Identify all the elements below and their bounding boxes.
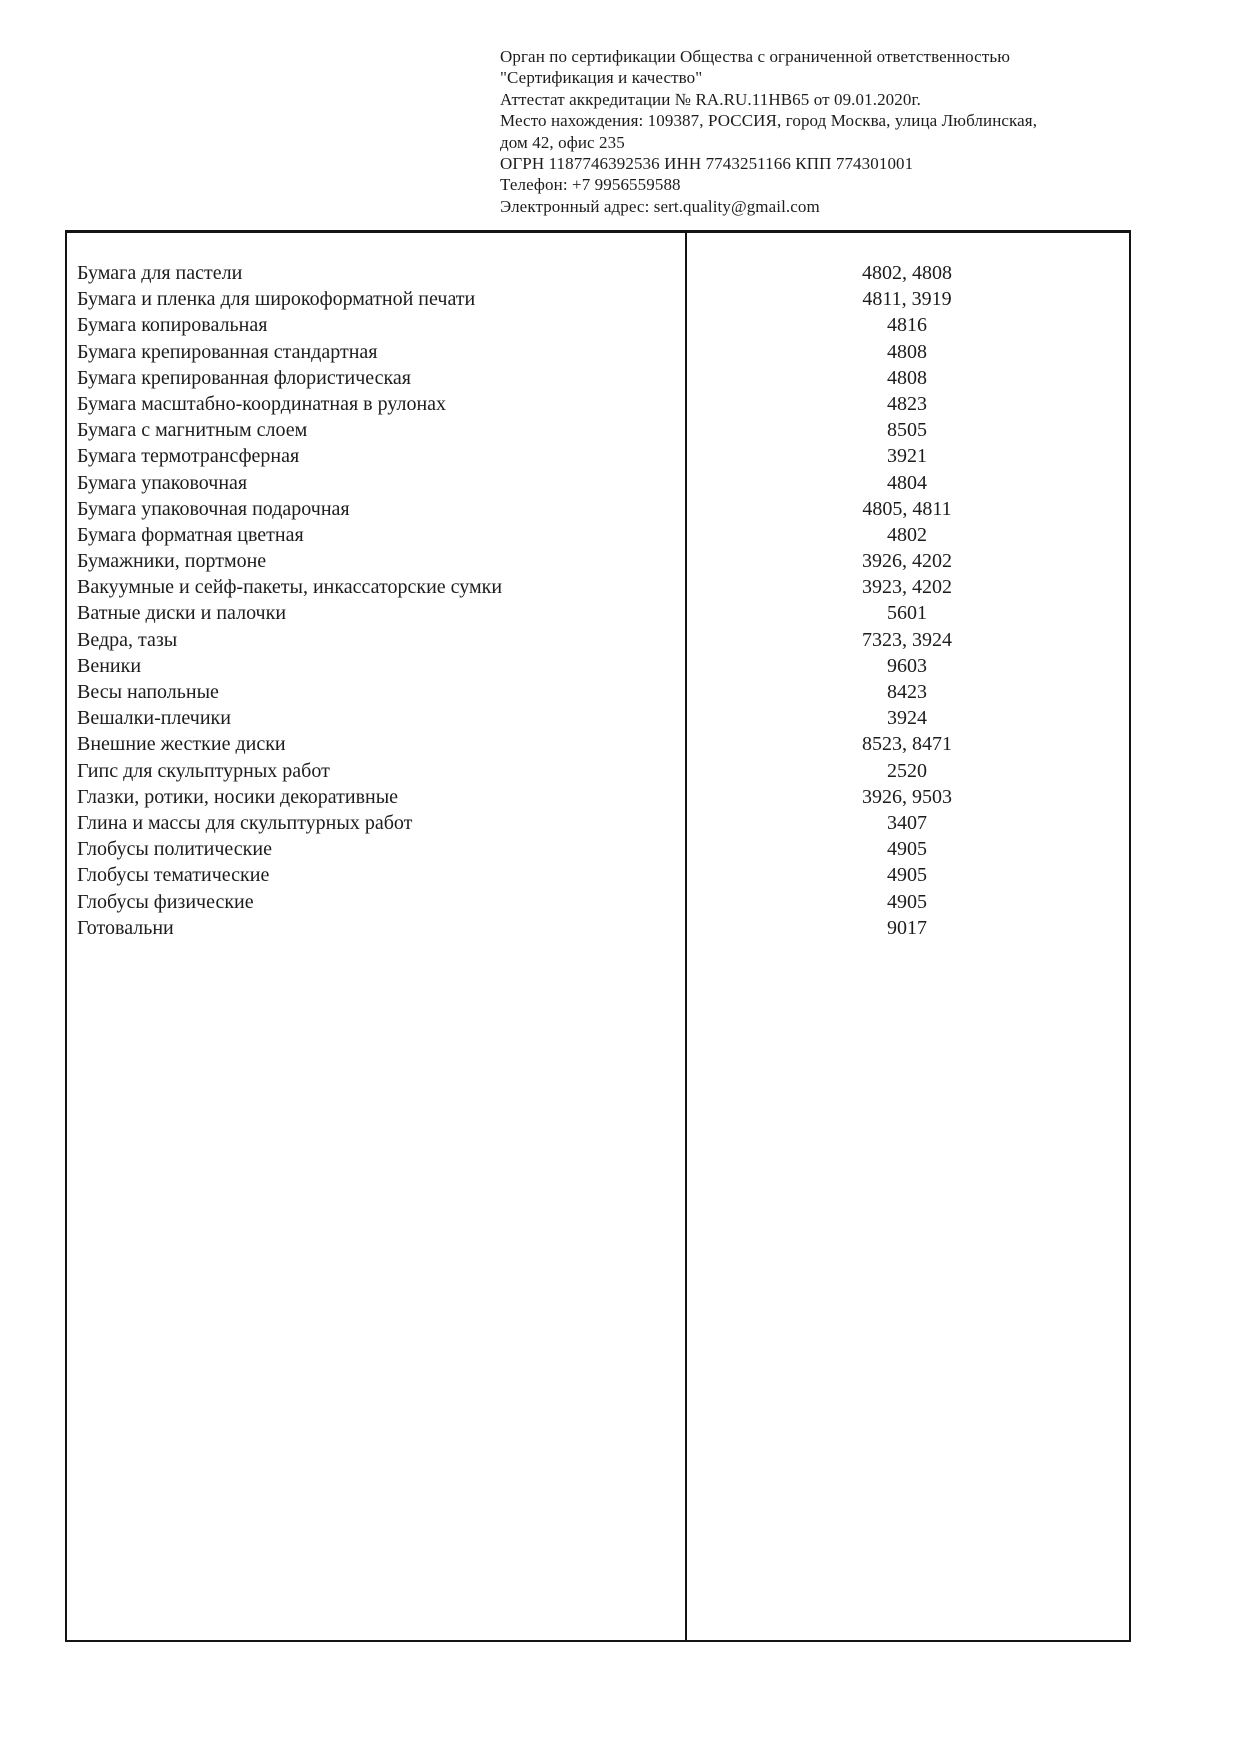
- product-name-cell: Бумага упаковочная подарочная: [77, 497, 350, 520]
- product-codes-cell: 8523, 8471: [862, 733, 952, 756]
- table-row: [67, 653, 1129, 679]
- letterhead-line: Орган по сертификации Общества с ограниченной ответственностью: [500, 47, 1011, 66]
- product-name-cell: Глобусы политические: [77, 838, 272, 861]
- product-codes-cell: 4802, 4808: [862, 262, 952, 284]
- table-row: [67, 836, 1129, 862]
- product-codes-cell: 4808: [887, 340, 927, 363]
- product-codes-cell: 9017: [887, 916, 927, 939]
- product-name-cell: Бумага форматная цветная: [77, 523, 304, 546]
- table-row: [67, 391, 1129, 417]
- product-name-cell: Бумага упаковочная: [77, 471, 248, 494]
- product-codes-cell: 4805, 4811: [862, 497, 952, 520]
- product-name-cell: Внешние жесткие диски: [77, 733, 286, 756]
- letterhead-line: "Сертификация и качество": [500, 68, 703, 88]
- product-codes-cell: 3921: [887, 445, 927, 468]
- table-row: [67, 470, 1129, 496]
- product-codes-cell: 4905: [887, 864, 927, 887]
- table-row: [67, 600, 1129, 626]
- letterhead-line: Электронный адрес: sert.quality@gmail.com: [500, 196, 820, 216]
- table-row: [67, 915, 1129, 941]
- product-name-cell: Глина и массы для скульптурных работ: [77, 811, 413, 834]
- product-codes-cell: 4905: [887, 890, 927, 913]
- product-codes-cell: 4804: [887, 471, 927, 494]
- table-row: [67, 784, 1129, 810]
- table-row: [67, 312, 1129, 338]
- product-name-cell: Вешалки-плечики: [77, 707, 231, 730]
- product-name-cell: Вакуумные и сейф-пакеты, инкассаторские сумки: [77, 576, 503, 599]
- table-row: [67, 574, 1129, 600]
- product-name-cell: Гипс для скульптурных работ: [77, 759, 330, 782]
- product-name-cell: Бумага термотрансферная: [77, 445, 300, 468]
- product-name-cell: Готовальни: [77, 916, 174, 939]
- product-codes-cell: 4816: [887, 314, 927, 337]
- product-name-cell: Бумага и пленка для широкоформатной печати: [77, 288, 476, 311]
- letterhead-line: дом 42, офис 235: [500, 132, 625, 152]
- product-codes-cell: 4823: [887, 392, 927, 415]
- product-codes-table: [65, 230, 1131, 1642]
- table-row: [67, 522, 1129, 548]
- product-codes-cell: 3926, 9503: [862, 785, 952, 808]
- product-codes-cell: 4808: [887, 366, 927, 389]
- table-row: [67, 417, 1129, 443]
- product-codes-cell: 8423: [887, 681, 927, 703]
- product-codes-cell: 8505: [887, 419, 927, 442]
- table-row: [67, 758, 1129, 784]
- product-name-cell: Глобусы физические: [77, 890, 254, 913]
- table-row: [67, 260, 1129, 286]
- table-row: [67, 443, 1129, 469]
- product-codes-cell: 4905: [887, 838, 927, 861]
- table-row: [67, 286, 1129, 312]
- product-name-cell: Глазки, ротики, носики декоративные: [77, 785, 399, 808]
- table-row: [67, 496, 1129, 522]
- product-name-cell: Глобусы тематические: [77, 864, 270, 887]
- product-codes-cell: 3924: [887, 707, 927, 730]
- letterhead-line: ОГРН 1187746392536 ИНН 7743251166 КПП 774301001: [500, 154, 914, 174]
- product-name-cell: Бумага крепированная флористическая: [77, 366, 412, 389]
- table-row: [67, 679, 1129, 705]
- product-name-cell: Бумажники, портмоне: [77, 550, 267, 573]
- product-name-cell: Весы напольные: [77, 681, 219, 703]
- product-name-cell: Бумага с магнитным слоем: [77, 419, 308, 442]
- product-codes-cell: 3926, 4202: [862, 550, 952, 573]
- product-codes-cell: 3923, 4202: [862, 576, 952, 599]
- table-row: [67, 548, 1129, 574]
- table-row: [67, 889, 1129, 915]
- product-codes-cell: 9603: [887, 654, 927, 677]
- product-name-cell: Бумага масштабно-координатная в рулонах: [77, 392, 447, 415]
- table-rows: [67, 260, 1129, 941]
- table-row: [67, 862, 1129, 888]
- table-row: [67, 365, 1129, 391]
- table-row: [67, 731, 1129, 757]
- letterhead: [500, 46, 1110, 217]
- product-name-cell: Веники: [77, 654, 142, 677]
- letterhead-line: Телефон: +7 9956559588: [500, 175, 681, 195]
- product-name-cell: Ведра, тазы: [77, 628, 178, 651]
- table-row: [67, 627, 1129, 653]
- table-row: [67, 339, 1129, 365]
- table-row: [67, 705, 1129, 731]
- product-codes-cell: 5601: [887, 602, 927, 625]
- product-name-cell: Бумага крепированная стандартная: [77, 340, 378, 363]
- product-codes-cell: 4811, 3919: [862, 288, 952, 311]
- letterhead-line: Аттестат аккредитации № RA.RU.11НВ65 от 09.01.2020г.: [500, 89, 921, 109]
- table-row: [67, 810, 1129, 836]
- product-codes-cell: 4802: [887, 523, 927, 546]
- product-codes-cell: 2520: [887, 759, 927, 782]
- product-codes-cell: 3407: [887, 811, 927, 834]
- product-name-cell: Ватные диски и палочки: [77, 602, 287, 625]
- product-name-cell: Бумага для пастели: [77, 262, 243, 284]
- letterhead-line: Место нахождения: 109387, РОССИЯ, город Москва, улица Люблинская,: [500, 111, 1038, 131]
- product-codes-cell: 7323, 3924: [862, 628, 952, 651]
- product-name-cell: Бумага копировальная: [77, 314, 268, 337]
